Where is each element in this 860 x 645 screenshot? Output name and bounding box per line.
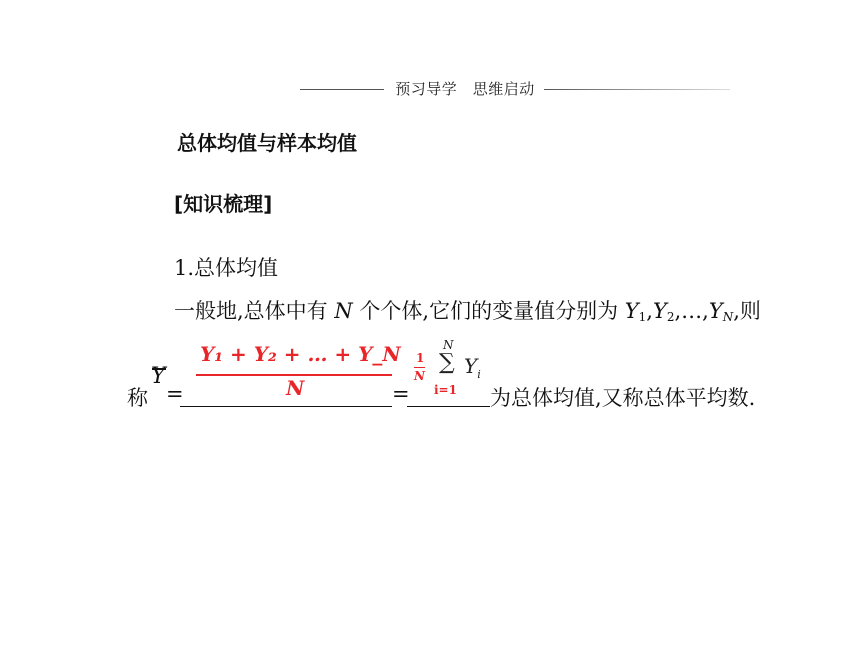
small-fraction-numerator: 1: [416, 351, 425, 365]
small-fraction-denominator: N: [414, 369, 425, 383]
equals-sign-1: =: [166, 382, 184, 406]
header-title: 预习导学 思维启动: [395, 80, 535, 98]
fraction-denominator: N: [286, 376, 305, 400]
sum-lower-limit: i=1: [434, 383, 457, 397]
definition-paragraph: 一般地,总体中有 N 个个体,它们的变量值分别为 $Y_1,Y_2,\dots,Y_N$,则: [174, 299, 761, 324]
formula-line: [0, 340, 860, 420]
equals-sign-2: =: [392, 382, 410, 406]
answer-sum-2: [410, 340, 500, 410]
sum-term: $Y_i$: [464, 354, 481, 381]
knowledge-tag: [知识梳理]: [174, 192, 273, 216]
item-title: 1.总体均值: [174, 256, 279, 280]
prefix-text: 称: [127, 386, 148, 410]
y-bar-symbol: Y: [151, 364, 166, 389]
sigma-symbol: ∑: [439, 350, 455, 375]
suffix-text: 为总体均值,又称总体平均数.: [490, 386, 756, 410]
sum-upper-limit: N: [443, 338, 454, 352]
header-rule-left: [300, 89, 384, 90]
small-fraction-bar: [414, 367, 425, 368]
fraction-numerator: Y₁ + Y₂ + … + Y_N: [200, 342, 401, 366]
answer-blank-1: [180, 406, 392, 407]
section-header: [300, 78, 730, 100]
section-title: 总体均值与样本均值: [177, 131, 357, 155]
header-rule-right: [544, 89, 730, 90]
